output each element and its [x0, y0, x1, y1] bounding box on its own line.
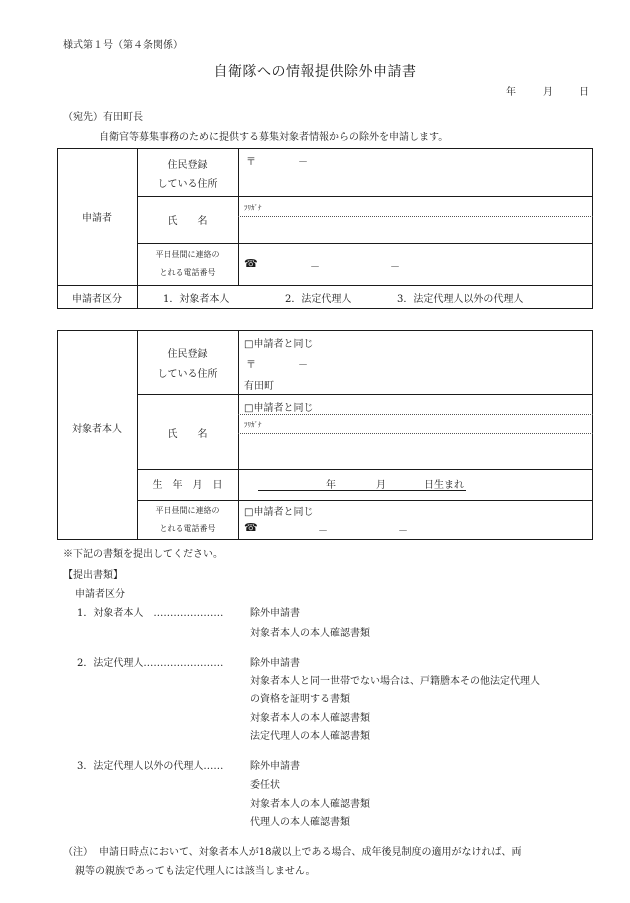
birth-day-label: 日生まれ: [424, 480, 464, 491]
footnote-text-2: 親等の親族であっても法定代理人には該当しません。: [75, 866, 316, 877]
applicant-section-label: 申請者: [82, 213, 112, 224]
addressee: （宛先）有田町長: [63, 112, 143, 123]
form-number: 様式第１号（第４条関係）: [63, 40, 183, 51]
doc-item: 対象者本人と同一世帯でない場合は、戸籍謄本その他法定代理人: [250, 676, 540, 687]
documents-subheading: 申請者区分: [75, 589, 125, 600]
applicant-phone-label-2: とれる電話番号: [159, 268, 216, 277]
category-option-2: 2．法定代理人: [285, 294, 352, 305]
same-as-applicant-checkbox[interactable]: □申請者と同じ: [244, 507, 314, 518]
postal-dash: －: [298, 157, 308, 168]
doc-item: 対象者本人の本人確認書類: [250, 628, 370, 639]
date-day: 日: [579, 87, 589, 98]
doc-item: 法定代理人の本人確認書類: [250, 731, 370, 742]
doc-item: の資格を証明する書類: [250, 694, 350, 705]
intro-text: 自衛官等募集事務のために提供する募集対象者情報からの除外を申請します。: [99, 132, 449, 143]
group-label: 3．法定代理人以外の代理人……: [77, 761, 224, 772]
same-as-applicant-checkbox[interactable]: □申請者と同じ: [244, 403, 314, 414]
subject-address-label: 住民登録: [167, 349, 208, 360]
date-month: 月: [543, 87, 553, 98]
doc-item: 委任状: [250, 780, 280, 791]
doc-item: 除外申請書: [250, 658, 300, 669]
subject-phone-label-2: とれる電話番号: [159, 524, 216, 533]
birth-date-label: 生 年 月 日: [152, 480, 223, 491]
doc-item: 対象者本人の本人確認書類: [250, 799, 370, 810]
applicant-name-label: 氏 名: [167, 216, 208, 227]
page-title: 自衛隊への情報提供除外申請書: [213, 64, 417, 80]
phone-icon: ☎: [244, 257, 258, 270]
category-option-1: 1．対象者本人: [163, 294, 230, 305]
phone-dash: －: [310, 262, 320, 273]
phone-icon: ☎: [244, 521, 258, 534]
applicant-furigana-label: ﾌﾘｶﾞﾅ: [244, 204, 262, 212]
documents-heading: 【提出書類】: [63, 570, 123, 581]
doc-item: 除外申請書: [250, 761, 300, 772]
applicant-address-label: 住民登録: [167, 160, 208, 171]
subject-furigana-label: ﾌﾘｶﾞﾅ: [244, 421, 262, 429]
postal-mark: 〒: [246, 360, 256, 371]
postal-dash: －: [298, 360, 308, 371]
doc-item: 除外申請書: [250, 608, 300, 619]
group-label: 2．法定代理人……………………: [77, 658, 224, 669]
birth-year-label: 年: [326, 480, 336, 491]
phone-dash: －: [318, 526, 328, 537]
group-label: 1．対象者本人 …………………: [77, 608, 224, 619]
footnote-text: 申請日時点において、対象者本人が18歳以上である場合、成年後見制度の適用がなければ、両: [99, 847, 522, 858]
postal-mark: 〒: [246, 157, 256, 168]
applicant-address-label-2: している住所: [157, 179, 218, 190]
subject-address-label-2: している住所: [157, 369, 218, 380]
town-name: 有田町: [244, 381, 274, 392]
subject-phone-label: 平日昼間に連絡の: [155, 506, 220, 515]
footnote-label: （注）: [63, 847, 93, 858]
category-option-3: 3．法定代理人以外の代理人: [397, 294, 524, 305]
doc-item: 代理人の本人確認書類: [250, 817, 350, 828]
phone-dash: －: [390, 262, 400, 273]
instructions-note: ※下記の書類を提出してください。: [63, 549, 223, 560]
same-as-applicant-checkbox[interactable]: □申請者と同じ: [244, 339, 314, 350]
birth-month-label: 月: [376, 480, 386, 491]
category-label: 申請者区分: [72, 294, 122, 305]
doc-item: 対象者本人の本人確認書類: [250, 713, 370, 724]
applicant-phone-label: 平日昼間に連絡の: [155, 250, 220, 259]
subject-section-label: 対象者本人: [72, 424, 122, 435]
subject-name-label: 氏 名: [167, 429, 208, 440]
date-year: 年: [506, 87, 516, 98]
phone-dash: －: [398, 526, 408, 537]
